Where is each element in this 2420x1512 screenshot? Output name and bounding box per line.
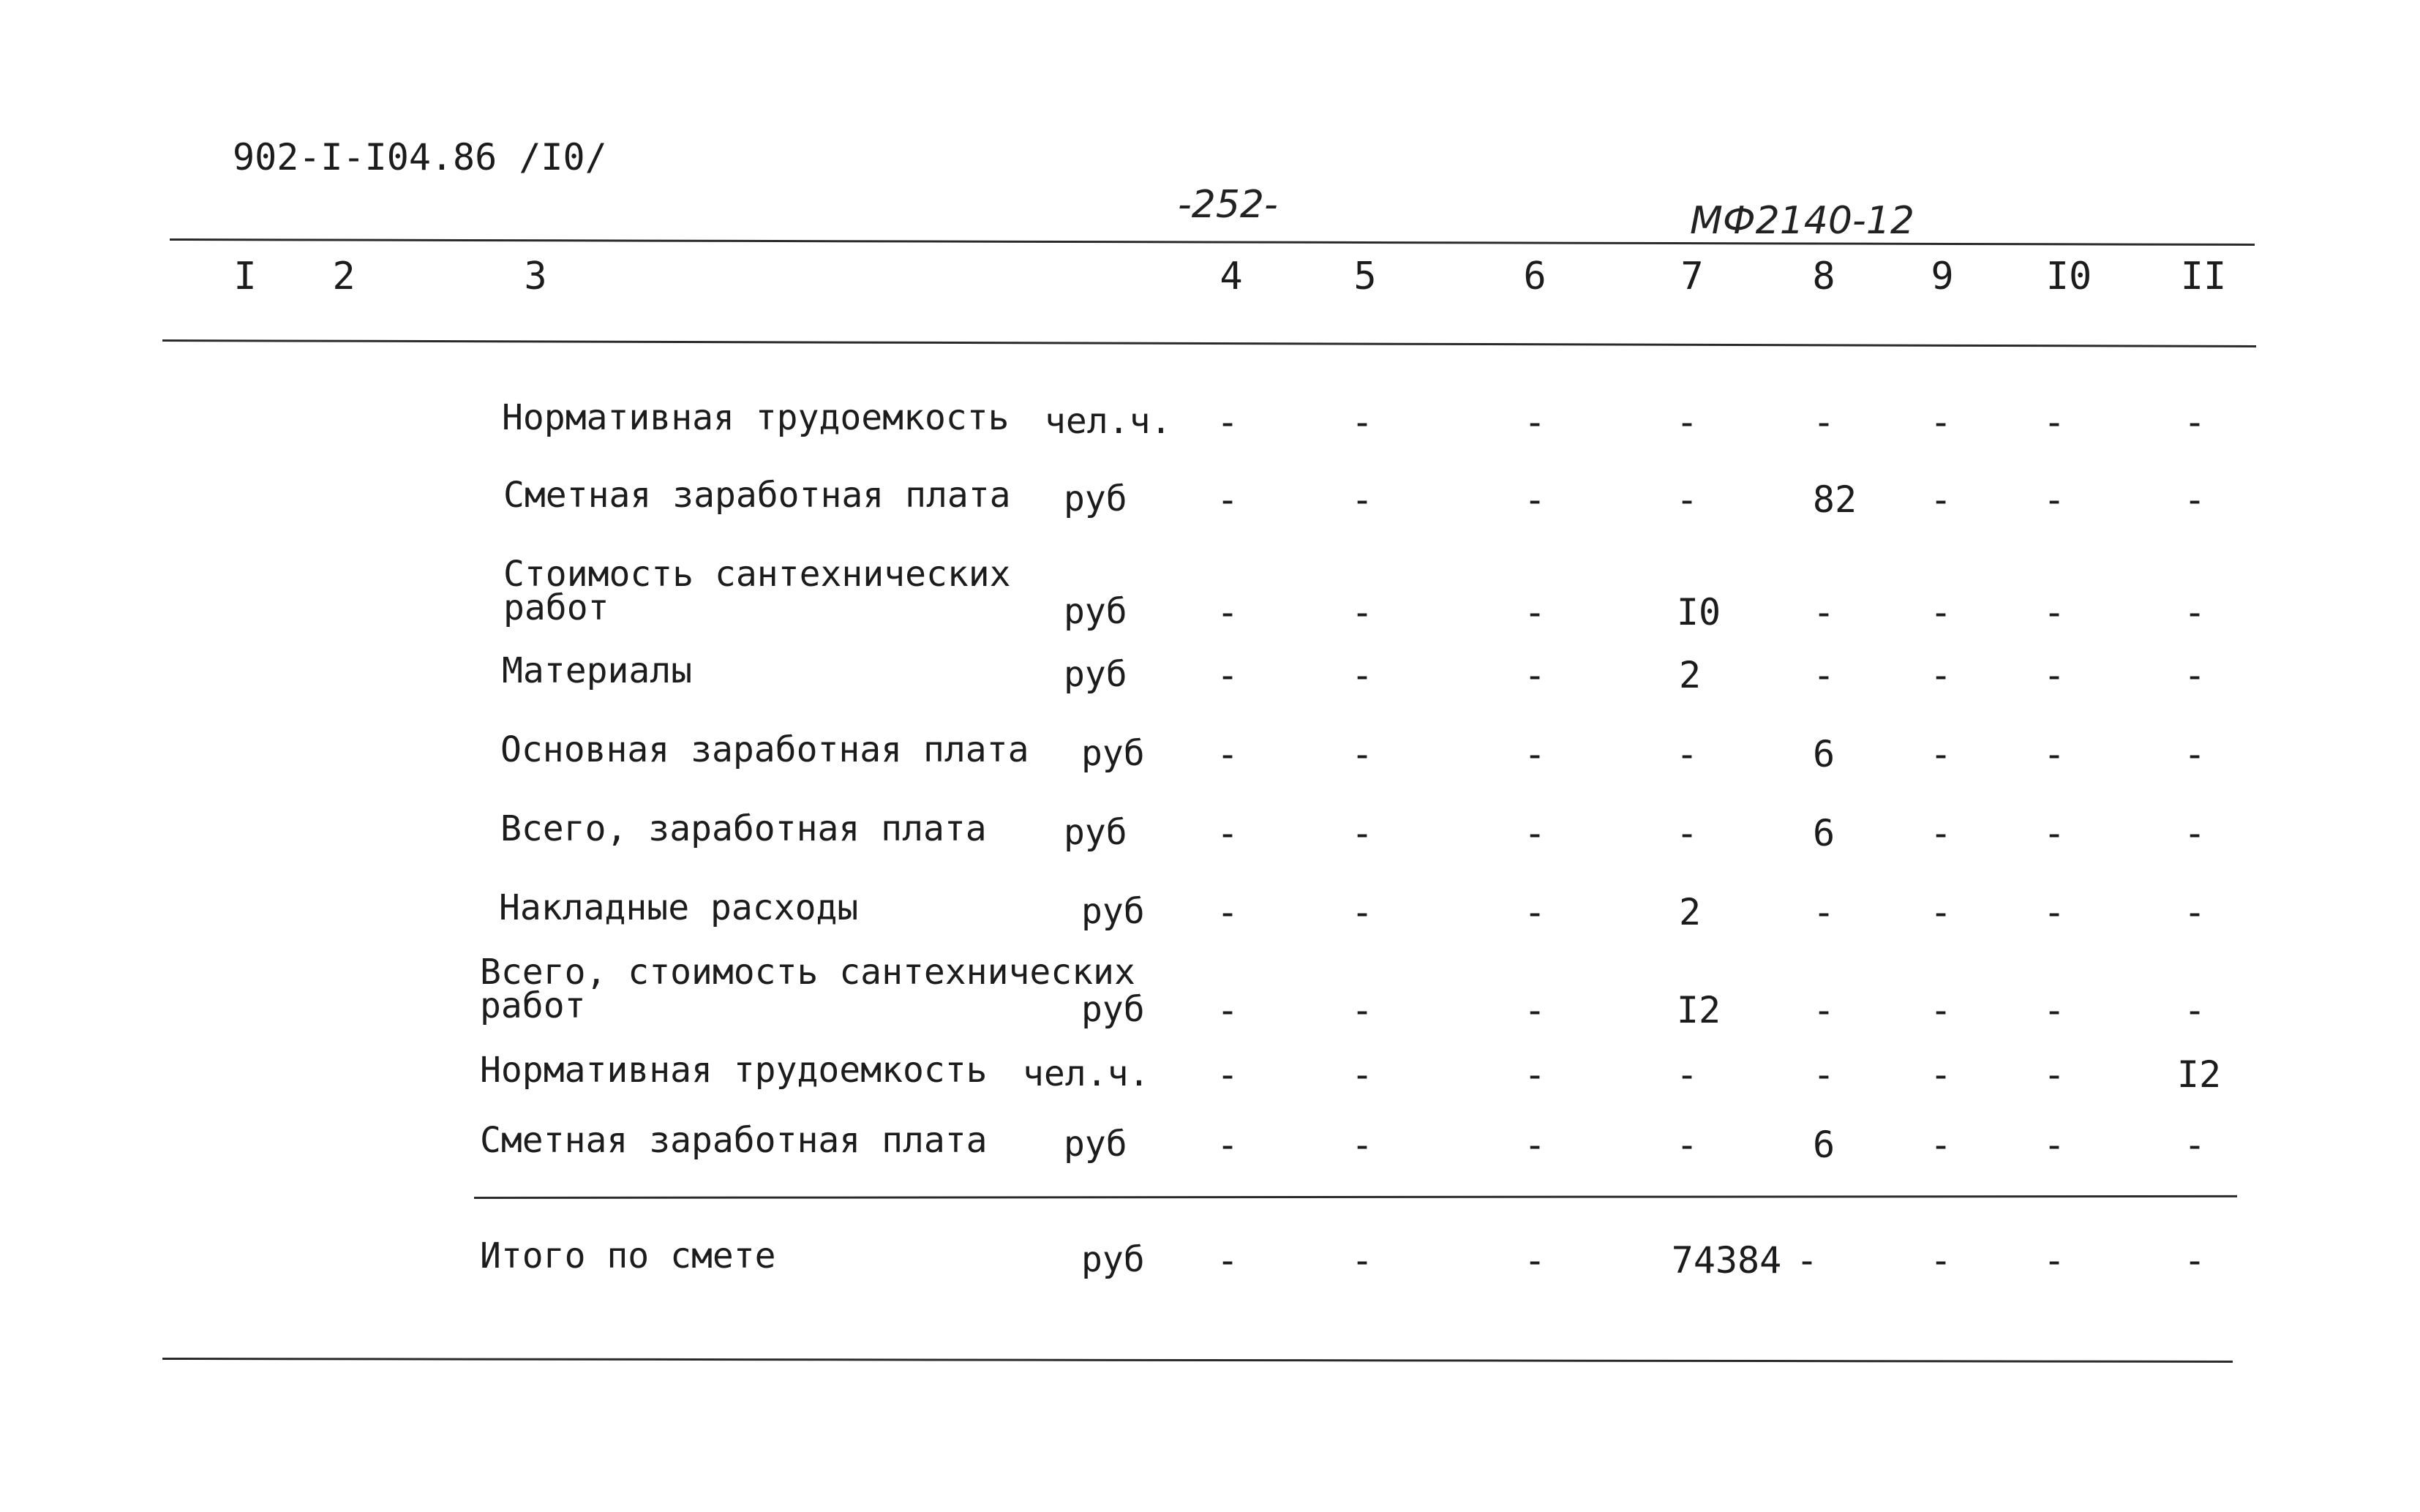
row-label: Основная заработная плата bbox=[500, 729, 1029, 770]
column-number: 6 bbox=[1523, 255, 1547, 298]
cell-col-6: - bbox=[1523, 654, 1547, 696]
cell-col-4: - bbox=[1216, 1124, 1239, 1166]
cell-col-8: - bbox=[1812, 654, 1835, 696]
cell-col-8: 6 bbox=[1812, 733, 1835, 775]
cell-col-9: - bbox=[1929, 591, 1953, 633]
cell-col-7: 2 bbox=[1678, 654, 1702, 696]
row-label: Всего, стоимость сантехнических работ bbox=[480, 952, 1135, 1026]
cell-col-10: - bbox=[2043, 989, 2066, 1031]
cell-col-6: - bbox=[1523, 891, 1547, 933]
column-number: 4 bbox=[1220, 255, 1243, 298]
row-unit: чел.ч. bbox=[1023, 1053, 1150, 1094]
cell-col-8: - bbox=[1812, 989, 1835, 1031]
row-unit: руб bbox=[1064, 591, 1127, 632]
row-label: Нормативная трудоемкость bbox=[502, 397, 1010, 438]
cell-col-8: - bbox=[1812, 401, 1835, 443]
cell-col-5: - bbox=[1350, 478, 1374, 521]
cell-col-4: - bbox=[1216, 591, 1239, 633]
total-unit: руб bbox=[1081, 1239, 1145, 1280]
total-col-6: - bbox=[1523, 1239, 1547, 1282]
row-unit: руб bbox=[1064, 812, 1127, 853]
column-number: I0 bbox=[2045, 255, 2092, 298]
page-number: -252- bbox=[1178, 183, 1278, 227]
column-number: 7 bbox=[1680, 255, 1704, 298]
cell-col-6: - bbox=[1523, 989, 1547, 1031]
cell-col-6: - bbox=[1523, 733, 1547, 775]
cell-col-7: I2 bbox=[1676, 989, 1721, 1031]
row-unit: руб bbox=[1064, 1124, 1127, 1165]
cell-col-6: - bbox=[1523, 401, 1547, 443]
cell-col-11: - bbox=[2183, 654, 2206, 696]
column-number: II bbox=[2180, 255, 2227, 298]
total-col-10: - bbox=[2043, 1239, 2066, 1282]
row-label: Нормативная трудоемкость bbox=[480, 1050, 988, 1091]
cell-col-5: - bbox=[1350, 654, 1374, 696]
cell-col-11: - bbox=[2183, 1124, 2206, 1166]
cell-col-7: - bbox=[1675, 1053, 1699, 1096]
cell-col-10: - bbox=[2043, 654, 2066, 696]
row-label: Накладные расходы bbox=[499, 887, 859, 928]
cell-col-6: - bbox=[1523, 591, 1547, 633]
cell-col-6: - bbox=[1523, 1124, 1547, 1166]
cell-col-5: - bbox=[1350, 1053, 1374, 1096]
cell-col-10: - bbox=[2043, 891, 2066, 933]
column-number: 2 bbox=[332, 255, 356, 298]
cell-col-9: - bbox=[1929, 812, 1953, 854]
cell-col-5: - bbox=[1350, 591, 1374, 633]
column-number: 8 bbox=[1812, 255, 1835, 298]
row-label: Сметная заработная плата bbox=[480, 1120, 988, 1161]
total-col-8: - bbox=[1795, 1239, 1819, 1282]
row-unit: руб bbox=[1081, 733, 1145, 774]
cell-col-6: - bbox=[1523, 478, 1547, 521]
cell-col-9: - bbox=[1929, 401, 1953, 443]
cell-col-11: - bbox=[2183, 891, 2206, 933]
cell-col-9: - bbox=[1929, 654, 1953, 696]
cell-col-8: 6 bbox=[1812, 812, 1835, 854]
cell-col-4: - bbox=[1216, 733, 1239, 775]
cell-col-11: - bbox=[2183, 989, 2206, 1031]
cell-col-8: 82 bbox=[1812, 478, 1857, 521]
cell-col-9: - bbox=[1929, 891, 1953, 933]
cell-col-11: I2 bbox=[2176, 1053, 2222, 1096]
cell-col-10: - bbox=[2043, 478, 2066, 521]
cell-col-5: - bbox=[1350, 1124, 1374, 1166]
cell-col-4: - bbox=[1216, 812, 1239, 854]
row-unit: руб bbox=[1064, 654, 1127, 695]
cell-col-10: - bbox=[2043, 812, 2066, 854]
document-code: 902-I-I04.86 /I0/ bbox=[233, 136, 607, 178]
column-number: 5 bbox=[1353, 255, 1377, 298]
total-col-7: 74384 bbox=[1671, 1239, 1782, 1282]
row-label: Всего, заработная плата bbox=[500, 808, 987, 849]
cell-col-4: - bbox=[1216, 478, 1239, 521]
cell-col-5: - bbox=[1350, 812, 1374, 854]
cell-col-11: - bbox=[2183, 733, 2206, 775]
cell-col-9: - bbox=[1929, 1124, 1953, 1166]
cell-col-8: - bbox=[1812, 591, 1835, 633]
row-unit: руб bbox=[1081, 989, 1145, 1030]
total-label: Итого по смете bbox=[480, 1235, 776, 1276]
table-bottom-rule bbox=[162, 1358, 2233, 1363]
table-top-rule bbox=[170, 238, 2255, 246]
cell-col-8: 6 bbox=[1812, 1124, 1835, 1166]
cell-col-7: I0 bbox=[1676, 591, 1721, 633]
cell-col-4: - bbox=[1216, 989, 1239, 1031]
row-label: Стоимость сантехнических работ bbox=[503, 554, 1011, 628]
cell-col-10: - bbox=[2043, 1124, 2066, 1166]
cell-col-9: - bbox=[1929, 989, 1953, 1031]
sheet-code: МФ2140-12 bbox=[1690, 199, 1914, 243]
cell-col-7: 2 bbox=[1678, 891, 1702, 933]
cell-col-6: - bbox=[1523, 1053, 1547, 1096]
row-unit: руб bbox=[1064, 478, 1127, 519]
cell-col-5: - bbox=[1350, 401, 1374, 443]
cell-col-11: - bbox=[2183, 401, 2206, 443]
row-label: Материалы bbox=[502, 650, 693, 691]
cell-col-9: - bbox=[1929, 1053, 1953, 1096]
cell-col-11: - bbox=[2183, 812, 2206, 854]
cell-col-7: - bbox=[1675, 401, 1699, 443]
cell-col-9: - bbox=[1929, 733, 1953, 775]
cell-col-11: - bbox=[2183, 478, 2206, 521]
row-label: Сметная заработная плата bbox=[503, 475, 1011, 516]
cell-col-7: - bbox=[1675, 733, 1699, 775]
cell-col-6: - bbox=[1523, 812, 1547, 854]
cell-col-4: - bbox=[1216, 401, 1239, 443]
cell-col-7: - bbox=[1675, 1124, 1699, 1166]
cell-col-10: - bbox=[2043, 401, 2066, 443]
cell-col-7: - bbox=[1675, 812, 1699, 854]
row-unit: руб bbox=[1081, 891, 1145, 932]
total-col-9: - bbox=[1929, 1239, 1953, 1282]
cell-col-8: - bbox=[1812, 891, 1835, 933]
header-bottom-rule bbox=[162, 339, 2256, 347]
cell-col-8: - bbox=[1812, 1053, 1835, 1096]
cell-col-10: - bbox=[2043, 733, 2066, 775]
cell-col-11: - bbox=[2183, 591, 2206, 633]
column-number: I bbox=[233, 255, 257, 298]
column-number: 3 bbox=[524, 255, 547, 298]
cell-col-5: - bbox=[1350, 891, 1374, 933]
cell-col-5: - bbox=[1350, 733, 1374, 775]
column-number: 9 bbox=[1931, 255, 1954, 298]
cell-col-4: - bbox=[1216, 1053, 1239, 1096]
total-col-5: - bbox=[1350, 1239, 1374, 1282]
cell-col-4: - bbox=[1216, 654, 1239, 696]
total-separator-rule bbox=[474, 1195, 2237, 1199]
cell-col-5: - bbox=[1350, 989, 1374, 1031]
cell-col-9: - bbox=[1929, 478, 1953, 521]
total-col-11: - bbox=[2183, 1239, 2206, 1282]
total-col-4: - bbox=[1216, 1239, 1239, 1282]
cell-col-4: - bbox=[1216, 891, 1239, 933]
cell-col-10: - bbox=[2043, 591, 2066, 633]
cell-col-7: - bbox=[1675, 478, 1699, 521]
row-unit: чел.ч. bbox=[1045, 401, 1172, 442]
cell-col-10: - bbox=[2043, 1053, 2066, 1096]
